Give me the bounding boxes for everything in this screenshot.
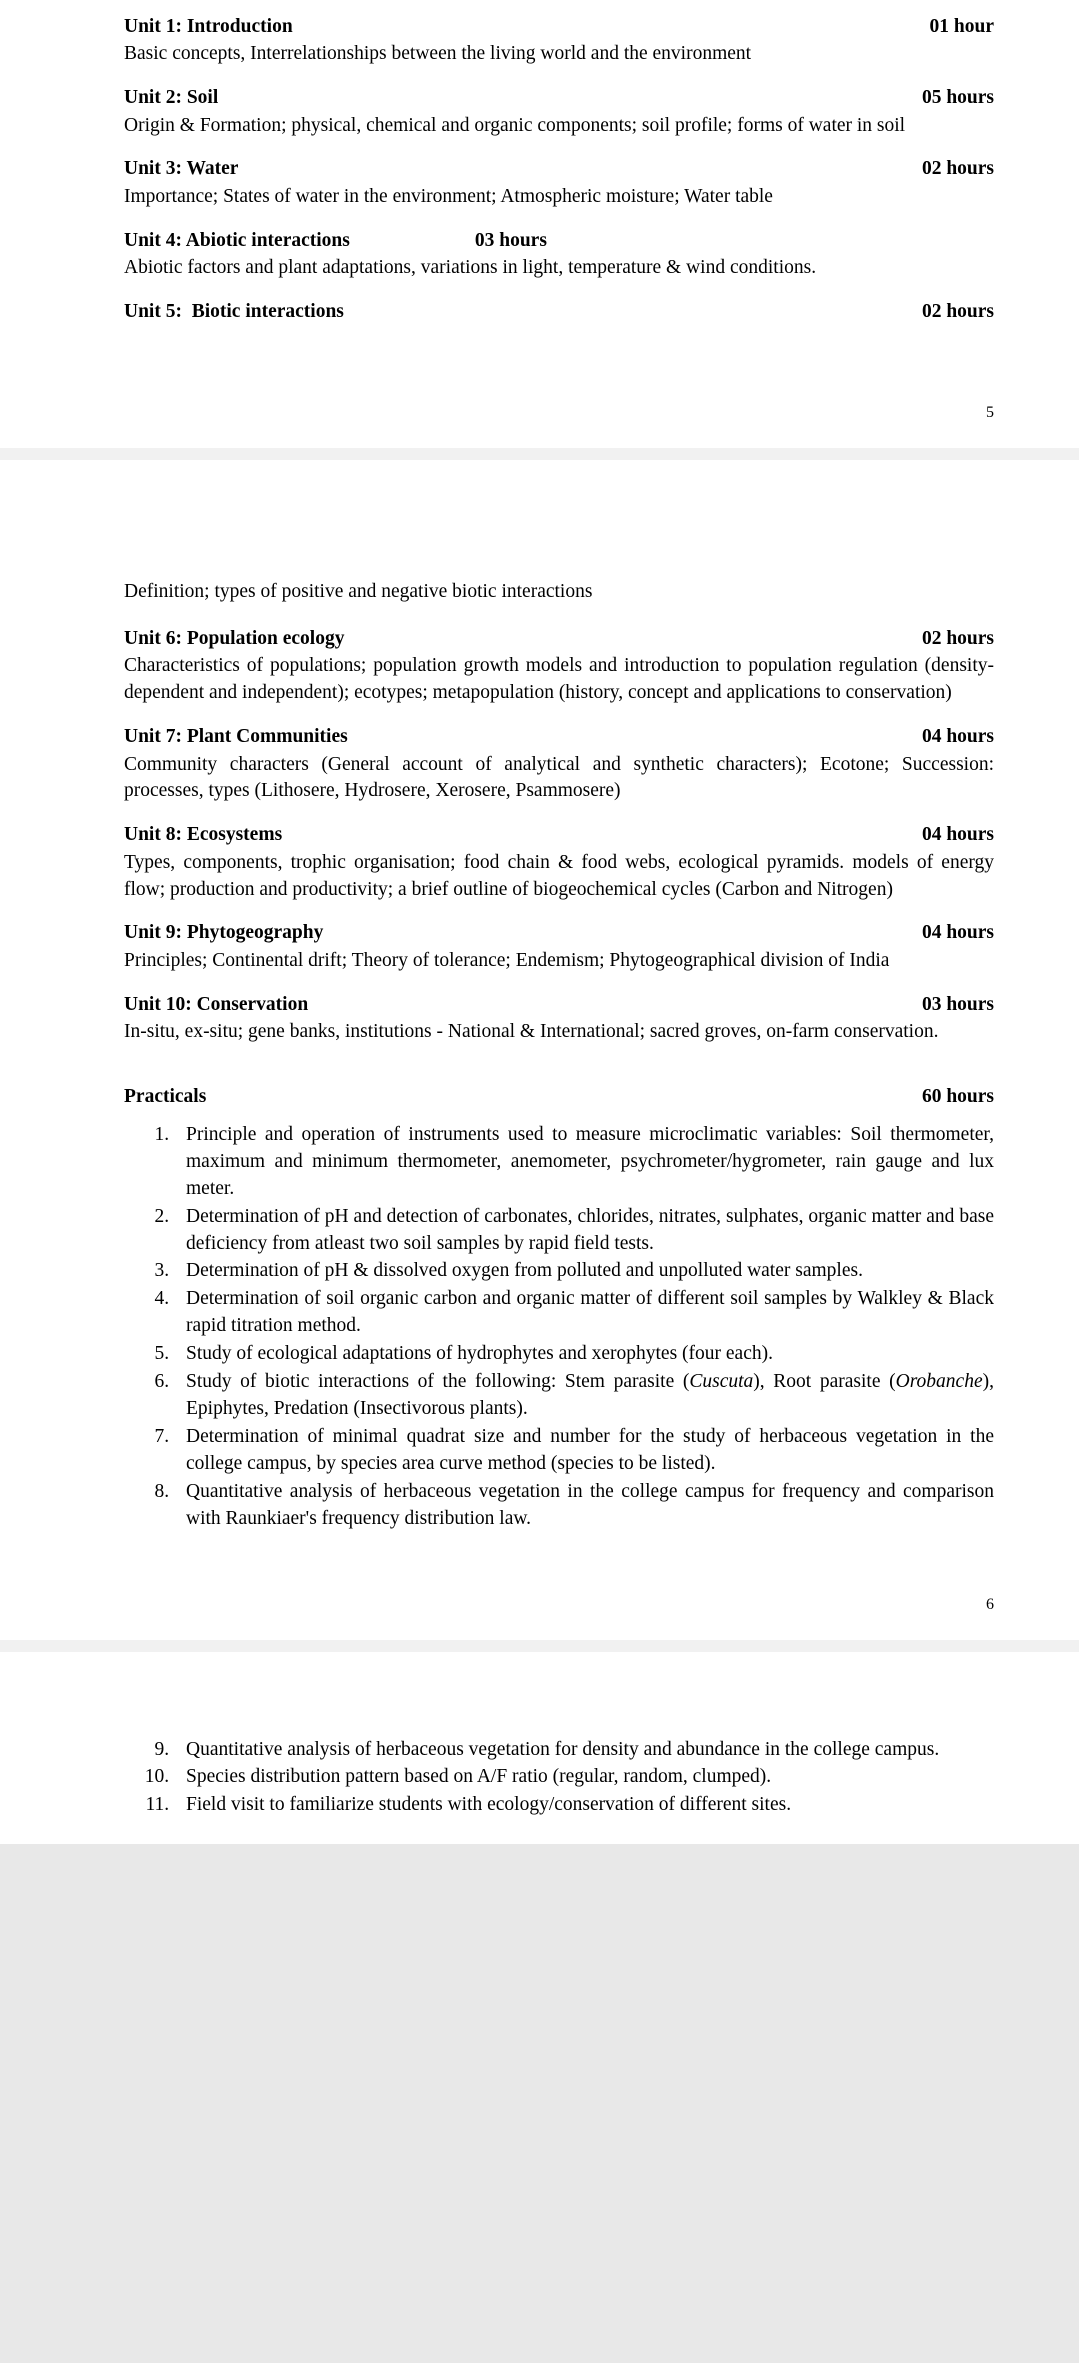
unit-hours: 04 hours [921,726,994,748]
unit-heading [124,85,994,111]
unit-heading [124,299,994,325]
page-number: 5 [986,404,994,422]
practicals-list [124,1122,994,1533]
unit-body: In-situ, ex-situ; gene banks, institutions - National & International; sacred groves, on-farm conservation. [124,1021,939,1042]
unit-hours: 03 hours [921,993,994,1015]
unit-title: Unit 2: Soil [124,87,219,109]
unit-hours: 05 hours [921,87,994,109]
unit-block [124,626,994,707]
unit-body: Types, components, trophic organisation; food chain & food webs, ecological pyramids. models of energy flow; production and productivity; a brief outline of biogeochemical cycles (Carbon and Nitrogen) [124,851,994,900]
unit-block [124,992,994,1046]
practicals-list-continued [124,1737,994,1820]
list-item: 5. Study of ecological adaptations of hydrophytes and xerophytes (four each). [174,1341,994,1368]
unit-body: Importance; States of water in the environment; Atmospheric moisture; Water table [124,185,773,207]
list-item: 11. Field visit to familiarize students with ecology/conservation of different sites. [174,1792,994,1819]
unit-title: Unit 7: Plant Communities [124,726,348,748]
unit-hours: 02 hours [921,300,994,322]
unit-body: Community characters (General account of analytical and synthetic characters); Ecotone; Succession: processes, types (Lithosere, Hydrosere, Xerosere, Psammosere) [124,753,994,802]
page-number: 6 [986,1595,994,1613]
unit-block [124,822,994,903]
unit-block [124,85,994,139]
list-item: 9. Quantitative analysis of herbaceous vegetation for density and abundance in the college campus. [174,1737,994,1764]
unit-body: Abiotic factors and plant adaptations, variations in light, temperature & wind conditions. [124,256,817,278]
unit-hours: 01 hour [929,16,994,37]
unit-heading [124,992,994,1018]
unit-heading [124,228,994,254]
unit-body: Principles; Continental drift; Theory of tolerance; Endemism; Phytogeographical division of India [124,949,890,971]
unit-hours: 02 hours [921,158,994,180]
unit-body: Origin & Formation; physical, chemical and organic components; soil profile; forms of water in soil [124,114,906,136]
practicals-hours: 60 hours [921,1085,994,1107]
unit-title: Unit 4: Abiotic interactions [124,229,350,251]
lead-paragraph: Definition; types of positive and negative biotic interactions [124,581,593,603]
unit-block [124,299,994,325]
list-item: 6. Study of biotic interactions of the following: Stem parasite (Cuscuta), Root parasite (Orobanche), Epiphytes, Predation (Insectivorous plants). [174,1369,994,1423]
unit-title: Unit 8: Ecosystems [124,824,283,846]
unit-body: Characteristics of populations; population growth models and introduction to population regulation (density-dependent and independent); ecotypes; metapopulation (history, concept and applications to conservation) [124,655,994,704]
unit-hours: 02 hours [921,628,994,650]
unit-hours: 03 hours [474,229,547,251]
practicals-label: Practicals [124,1085,207,1107]
page-separator [0,1640,1079,1652]
list-item: 3. Determination of pH & dissolved oxygen from polluted and unpolluted water samples. [174,1258,994,1285]
unit-heading [124,822,994,848]
document-page-7 [0,1652,1079,1845]
list-item: 2. Determination of pH and detection of carbonates, chlorides, nitrates, sulphates, organic matter and base deficiency from atleast two soil samples by rapid field tests. [174,1204,994,1258]
unit-heading [124,14,994,40]
unit-title: Unit 10: Conservation [124,993,309,1015]
unit-title: Unit 9: Phytogeography [124,922,324,944]
unit-heading [124,724,994,750]
unit-block [124,724,994,805]
unit-title: Unit 6: Population ecology [124,628,345,650]
practicals-heading [124,1086,994,1108]
unit-block [124,14,994,68]
unit-body: Basic concepts, Interrelationships between the living world and the environment [124,43,752,65]
unit-block [124,156,994,210]
list-item: 10. Species distribution pattern based on A/F ratio (regular, random, clumped). [174,1764,994,1791]
unit-hours: 04 hours [921,824,994,846]
list-item: 7. Determination of minimal quadrat size and number for the study of herbaceous vegetation in the college campus, by species area curve method (species to be listed). [174,1424,994,1478]
document-page-6 [0,460,1079,1639]
unit-heading [124,156,994,182]
unit-title: Unit 1: Introduction [124,16,293,37]
document-page-5 [0,0,1079,448]
unit-block [124,228,994,282]
unit-title: Unit 3: Water [124,158,239,180]
list-item: 1. Principle and operation of instruments used to measure microclimatic variables: Soil thermometer, maximum and minimum thermometer, anemometer, psychrometer/hygrometer, rain gauge and lux meter. [174,1122,994,1203]
list-item: 8. Quantitative analysis of herbaceous vegetation in the college campus for frequency and comparison with Raunkiaer's frequency distribution law. [174,1479,994,1533]
unit-title: Unit 5: Biotic interactions [124,300,344,322]
unit-heading [124,920,994,946]
page-separator [0,448,1079,460]
unit-block [124,920,994,974]
unit-hours: 04 hours [921,922,994,944]
unit-heading [124,626,994,652]
list-item: 4. Determination of soil organic carbon and organic matter of different soil samples by Walkley & Black rapid titration method. [174,1286,994,1340]
